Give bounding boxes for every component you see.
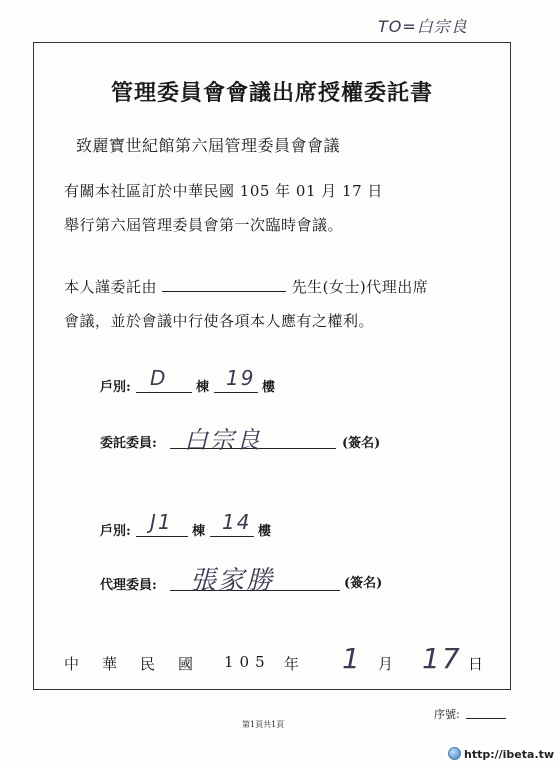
principal-signature: 白宗良 (184, 426, 262, 454)
principal-floor-blank[interactable] (214, 392, 258, 393)
proxy-household-blank[interactable] (136, 536, 188, 537)
date-char-1: 中 (64, 655, 81, 673)
proxy-member-label: 代理委員: (100, 578, 157, 593)
serial-blank[interactable] (466, 718, 506, 719)
principal-household-label: 戶別: (100, 380, 131, 395)
date-char-3: 民 (140, 655, 157, 673)
date-day-label: 日 (468, 655, 485, 673)
entrust-prefix: 本人謹委託由 (64, 278, 158, 296)
date-char-4: 國 (178, 655, 195, 673)
notice-line-2: 舉行第六屆管理委員會第一次臨時會議。 (64, 216, 344, 234)
principal-building-label: 棟 (196, 380, 210, 395)
proxy-name-blank[interactable] (162, 277, 286, 292)
proxy-building-label: 棟 (192, 524, 206, 539)
entrust-line-2: 會議，並於會議中行使各項本人應有之權利。 (64, 312, 375, 330)
notice-line-1: 有關本社區訂於中華民國 105 年 01 月 17 日 (64, 182, 383, 200)
date-year: 105 (224, 653, 271, 671)
globe-icon (448, 747, 461, 760)
date-month-label: 月 (378, 655, 395, 673)
addressee-line: 致麗寶世紀館第六屆管理委員會會議 (76, 136, 341, 155)
proxy-floor-value: 14 (222, 510, 252, 534)
principal-member-label: 委託委員: (100, 436, 157, 451)
document-title: 管理委員會會議出席授權委託書 (110, 80, 433, 106)
date-year-label: 年 (284, 655, 301, 673)
proxy-household-value: J1 (150, 510, 173, 534)
proxy-floor-label: 樓 (258, 524, 272, 539)
proxy-sign-label: (簽名) (344, 576, 383, 591)
date-char-2: 華 (102, 655, 119, 673)
entrust-line (64, 276, 428, 297)
principal-sign-label: (簽名) (342, 436, 381, 451)
page-number: 第1頁共1頁 (242, 720, 285, 729)
corner-handwritten-note: TO=白宗良 (378, 17, 468, 36)
site-watermark (443, 745, 559, 763)
principal-household-blank[interactable] (136, 392, 192, 393)
proxy-floor-blank[interactable] (210, 536, 254, 537)
proxy-household-label: 戶別: (100, 524, 131, 539)
proxy-signature: 張家勝 (190, 566, 275, 596)
serial-label: 序號: (434, 708, 460, 721)
principal-floor-label: 樓 (262, 380, 276, 395)
watermark-text: http://ibeta.tw (464, 748, 555, 761)
date-day-handwritten: 17 (422, 642, 462, 675)
date-month-handwritten: 1 (342, 642, 362, 675)
principal-household-value: D (150, 366, 168, 390)
principal-floor-value: 19 (226, 366, 256, 390)
entrust-suffix: 先生(女士)代理出席 (291, 278, 429, 296)
